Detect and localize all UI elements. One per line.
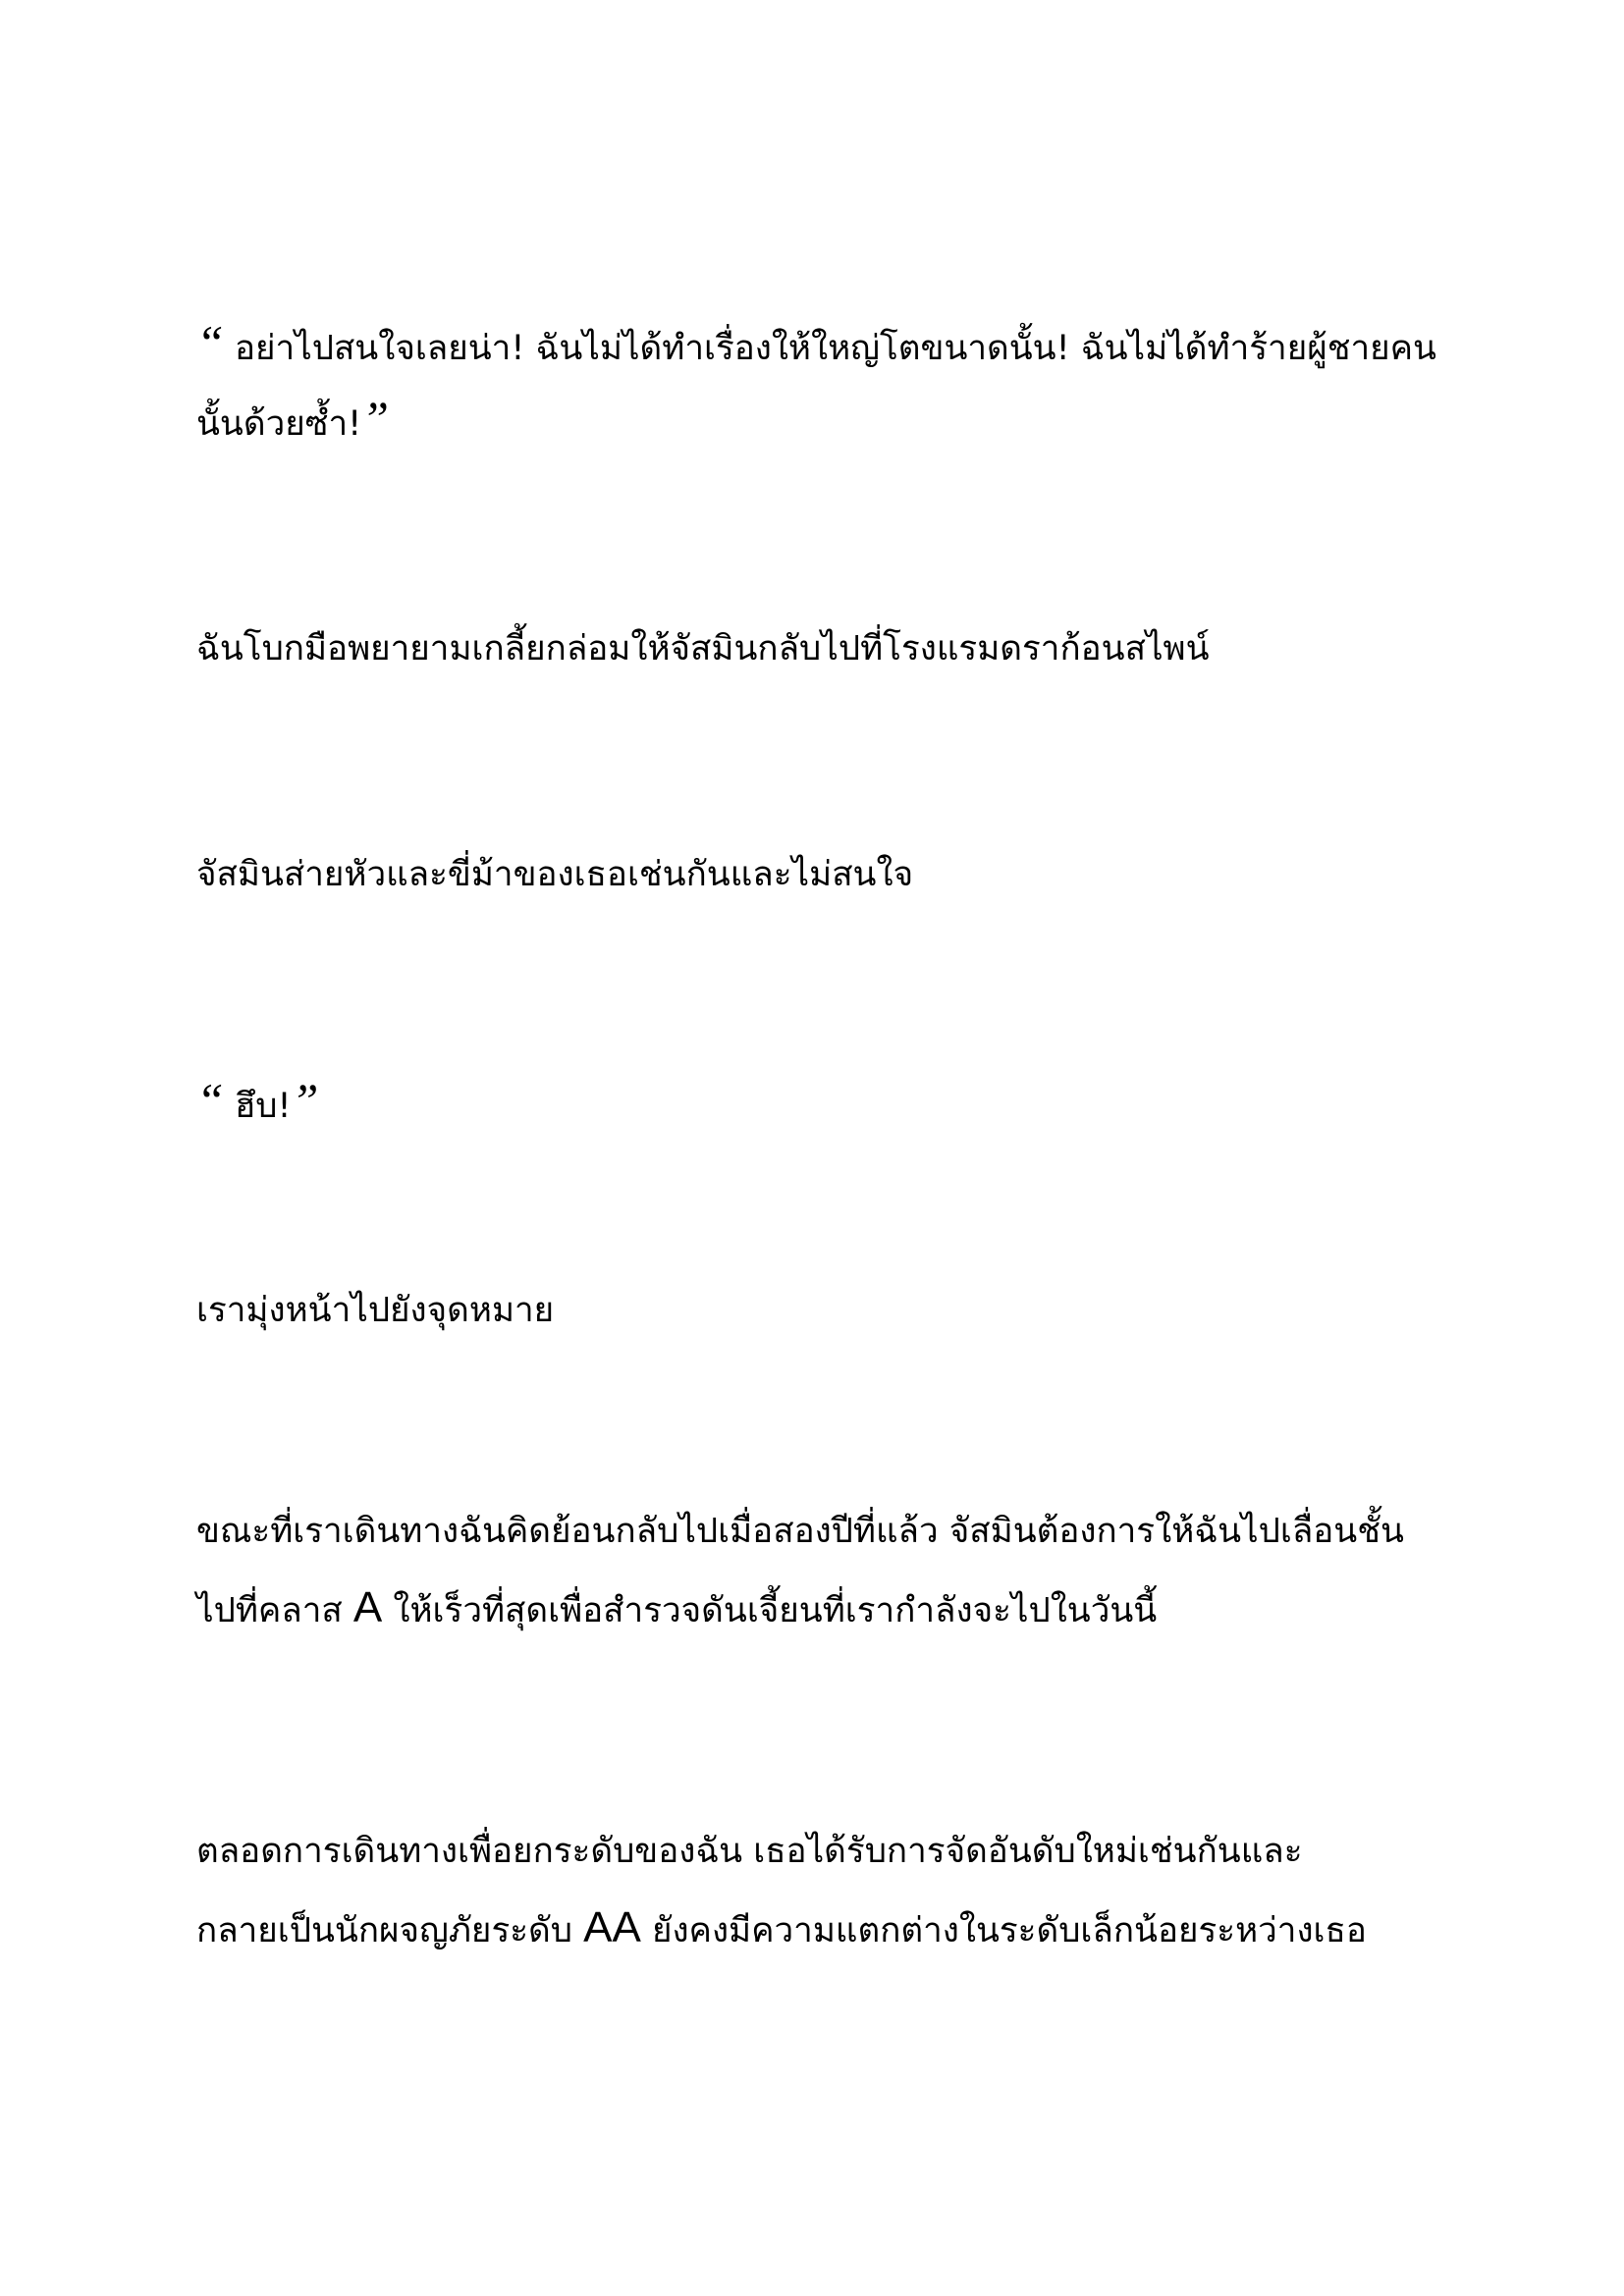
text-line-content: อย่าไปสนใจเลยน่า! ฉันไม่ได้ทำเรื่องให้ใหญ่โตขนาดนั้น! ฉันไม่ได้ทำร้ายผู้ชายคน — [223, 329, 1436, 368]
text-line — [196, 1494, 1453, 1570]
text-line-content: เรามุ่งหน้าไปยังจุดหมาย — [196, 1291, 555, 1330]
open-quote-mark: “ — [196, 1073, 224, 1128]
text-line-content: ฉันโบกมือพยายามเกลี้ยกล่อมให้จัสมินกลับไปที่โรงแรมดราก้อนสไพน์ — [196, 629, 1210, 668]
text-line-content: ขณะที่เราเดินทางฉันคิดย้อนกลับไปเมื่อสองปีที่แล้ว จัสมินต้องการให้ฉันไปเลื่อนชั้น — [196, 1512, 1404, 1551]
paragraph-narration-1 — [196, 612, 1453, 687]
text-line — [196, 1570, 1453, 1645]
paragraph-narration-5 — [196, 1814, 1453, 1965]
text-line — [196, 612, 1453, 687]
text-line-after: ยังคงมีความแตกต่างในระดับเล็กน้อยระหว่างเธอ — [640, 1911, 1367, 1950]
text-line — [196, 1890, 1453, 1965]
paragraph-dialogue-2 — [196, 1063, 1453, 1139]
adventurer-rank-text: AA — [583, 1903, 641, 1951]
text-line — [196, 1814, 1453, 1890]
text-line — [196, 381, 1453, 456]
text-line — [196, 305, 1453, 381]
text-line-content: ตลอดการเดินทางเพื่อยกระดับของฉัน เธอได้รับการจัดอันดับใหม่เช่นกันและ — [196, 1832, 1303, 1871]
paragraph-dialogue-1 — [196, 305, 1453, 456]
text-line — [196, 837, 1453, 913]
open-quote-mark: “ — [196, 315, 224, 370]
text-line-after: ให้เร็วที่สุดเพื่อสำรวจดันเจี้ยนที่เรากำลังจะไปในวันนี้ — [382, 1591, 1158, 1630]
paragraph-narration-3 — [196, 1273, 1453, 1349]
text-line-content: ฮึบ! — [223, 1087, 292, 1126]
text-line-before: ไปที่คลาส — [196, 1591, 353, 1630]
class-rank-text: A — [352, 1583, 383, 1631]
paragraph-narration-2 — [196, 837, 1453, 913]
close-quote-mark: ” — [361, 391, 389, 446]
text-line-before: กลายเป็นนักผจญภัยระดับ — [196, 1911, 584, 1950]
text-line — [196, 1063, 1453, 1139]
text-line — [196, 1273, 1453, 1349]
text-line-content: นั้นด้วยซ้ำ! — [196, 404, 362, 444]
paragraph-narration-4 — [196, 1494, 1453, 1645]
text-line-content: จัสมินส่ายหัวและขี่ม้าของเธอเช่นกันและไม่สนใจ — [196, 855, 914, 894]
close-quote-mark: ” — [291, 1073, 319, 1128]
